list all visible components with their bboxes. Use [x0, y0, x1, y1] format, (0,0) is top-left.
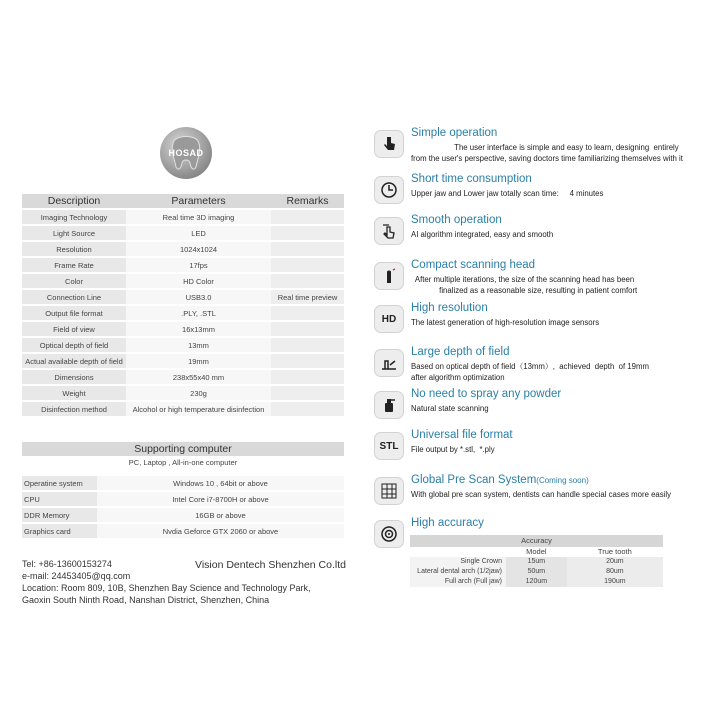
accuracy-row [410, 577, 663, 587]
feature-title [411, 214, 502, 226]
contact-location-line2: Gaoxin South Ninth Road, Nanshan District, Shenzhen, China [22, 595, 270, 605]
spec-parameter-cell: HD Color [126, 274, 271, 288]
feature-description [411, 188, 603, 199]
feature-description [411, 361, 649, 383]
spec-parameter-cell: USB3.0 [126, 290, 271, 304]
spec-row [22, 402, 344, 416]
spec-parameter-cell: 19mm [126, 354, 271, 368]
feature-description-line: Based on optical depth of field（13mm）, achieved depth of 19mm [411, 362, 649, 371]
spec-remark-cell [271, 402, 344, 416]
feature-description-line: finalized as a reasonable size, resulting in patient comfort [411, 286, 638, 295]
spec-header-parameters: Parameters [126, 194, 271, 208]
feature-title [411, 302, 488, 314]
feature-description [411, 142, 683, 164]
spec-parameter-cell: 17fps [126, 258, 271, 272]
spec-row [22, 354, 344, 368]
accuracy-true-tooth-value: 80um [567, 567, 663, 577]
computer-row [22, 476, 344, 490]
contact-tel: Tel: +86-13600153274 [22, 559, 112, 569]
spec-row [22, 258, 344, 272]
spec-description-cell: Weight [22, 386, 126, 400]
spec-description-cell: Frame Rate [22, 258, 126, 272]
feature-title [411, 474, 589, 486]
supporting-computer-subtitle: PC, Laptop , All-in-one computer [128, 458, 238, 467]
hd-icon: HD [374, 305, 404, 333]
spec-row [22, 338, 344, 352]
spec-parameter-cell: 1024x1024 [126, 242, 271, 256]
spec-parameter-cell: LED [126, 226, 271, 240]
scanner-head-icon [374, 262, 404, 290]
feature-description-line: Upper jaw and Lower jaw totally scan time: 4 minutes [411, 189, 604, 198]
feature-description [411, 444, 495, 455]
spec-parameter-cell: 13mm [126, 338, 271, 352]
logo-text: HOSAD [168, 148, 204, 158]
feature-title-note: (Coming soon) [536, 476, 589, 485]
target-icon [374, 520, 404, 548]
spec-description-cell: Field of view [22, 322, 126, 336]
computer-row [22, 524, 344, 538]
touch-swipe-icon [374, 217, 404, 245]
spec-description-cell: Disinfection method [22, 402, 126, 416]
feature-title-text: Large depth of field [411, 346, 510, 358]
accuracy-header-true-tooth: True tooth [597, 547, 632, 556]
hand-tap-icon [374, 130, 404, 158]
spec-row [22, 290, 344, 304]
stl-icon: STL [374, 432, 404, 460]
spec-description-cell: Connection Line [22, 290, 126, 304]
feature-title-text: High resolution [411, 302, 488, 314]
spec-row [22, 386, 344, 400]
feature-description-line: AI algorithm integrated, easy and smooth [411, 230, 554, 239]
spec-description-cell: Imaging Technology [22, 210, 126, 224]
computer-item-cell: CPU [22, 492, 97, 506]
feature-title-text: Global Pre Scan System [411, 474, 537, 486]
feature-title-text: Compact scanning head [411, 259, 536, 271]
feature-description-line: The latest generation of high-resolution image sensors [411, 318, 600, 327]
accuracy-title: Accuracy [410, 535, 663, 547]
computer-requirement-cell: 16GB or above [97, 508, 344, 522]
feature-description-line: With global pre scan system, dentists can handle special cases more easily [411, 490, 672, 499]
spec-row [22, 370, 344, 384]
feature-description [411, 403, 489, 414]
feature-description-line: after algorithm optimization [411, 373, 505, 382]
computer-requirement-cell: Nvdia Geforce GTX 2060 or above [97, 524, 344, 538]
accuracy-model-value: 15um [506, 557, 567, 567]
feature-description-line: from the user's perspective, saving doctors time familiarizing themselves with it [411, 154, 683, 163]
supporting-computer-title: Supporting computer [22, 442, 344, 456]
spec-header-remarks: Remarks [271, 194, 344, 208]
computer-requirement-cell: Intel Core i7-8700H or above [97, 492, 344, 506]
accuracy-title-row [410, 535, 663, 547]
feature-description-line: The user interface is simple and easy to learn, designing entirely [411, 143, 679, 152]
feature-description [411, 489, 671, 500]
accuracy-row [410, 557, 663, 567]
feature-description-line: Natural state scanning [411, 404, 489, 413]
feature-title [411, 429, 513, 441]
contact-location-line1: Location: Room 809, 10B, Shenzhen Bay Science and Technology Park, [22, 583, 311, 593]
accuracy-row-label: Single Crown [410, 557, 506, 567]
spec-remark-cell [271, 226, 344, 240]
spec-remark-cell [271, 210, 344, 224]
spec-header-description: Description [22, 194, 126, 208]
company-name: Vision Dentech Shenzhen Co.ltd [195, 559, 346, 571]
brand-logo [160, 127, 212, 179]
depth-field-icon [374, 349, 404, 377]
feature-title-text: Short time consumption [411, 173, 532, 185]
feature-description-line: File output by *.stl, *.ply [411, 445, 495, 454]
accuracy-header-row [410, 547, 663, 557]
computer-row [22, 492, 344, 506]
spec-header-row [22, 194, 344, 208]
spec-parameter-cell: 16x13mm [126, 322, 271, 336]
spec-description-cell: Color [22, 274, 126, 288]
computer-requirement-cell: Windows 10 , 64bit or above [97, 476, 344, 490]
feature-description [411, 274, 637, 296]
clock-icon [374, 176, 404, 204]
accuracy-true-tooth-value: 20um [567, 557, 663, 567]
spec-parameter-cell: .PLY, .STL [126, 306, 271, 320]
spec-remark-cell: Real time preview [271, 290, 344, 304]
spray-bottle-icon [374, 391, 404, 419]
computer-requirements-table [22, 474, 344, 540]
spec-remark-cell [271, 338, 344, 352]
spec-description-cell: Light Source [22, 226, 126, 240]
spec-description-cell: Output file format [22, 306, 126, 320]
computer-table-body [22, 476, 344, 538]
spec-parameter-cell: Alcohol or high temperature disinfection [126, 402, 271, 416]
spec-remark-cell [271, 322, 344, 336]
specification-table [22, 192, 344, 418]
feature-title-text: High accuracy [411, 517, 484, 529]
feature-title-text: Simple operation [411, 127, 498, 139]
spec-row [22, 226, 344, 240]
spec-remark-cell [271, 370, 344, 384]
spec-remark-cell [271, 306, 344, 320]
spec-parameter-cell: 230g [126, 386, 271, 400]
feature-title-text: Smooth operation [411, 214, 502, 226]
spec-description-cell: Optical depth of field [22, 338, 126, 352]
accuracy-model-value: 120um [506, 577, 567, 587]
spec-remark-cell [271, 242, 344, 256]
spec-row [22, 210, 344, 224]
computer-item-cell: Graphics card [22, 524, 97, 538]
feature-title [411, 127, 497, 139]
spec-parameter-cell: Real time 3D imaging [126, 210, 271, 224]
feature-title [411, 388, 561, 400]
accuracy-header-blank [410, 547, 506, 557]
feature-title [411, 173, 532, 185]
spec-remark-cell [271, 386, 344, 400]
spec-row [22, 322, 344, 336]
accuracy-row-label: Full arch (Full jaw) [410, 577, 506, 587]
feature-title [411, 517, 484, 529]
accuracy-header-model: Model [526, 547, 547, 556]
accuracy-table [410, 535, 663, 587]
spec-row [22, 274, 344, 288]
feature-title [411, 259, 535, 271]
accuracy-row-label: Lateral dental arch (1/2jaw) [410, 567, 506, 577]
spec-description-cell: Resolution [22, 242, 126, 256]
feature-description-line: After multiple iterations, the size of the scanning head has been [411, 275, 635, 284]
contact-email: e-mail: 24453405@qq.com [22, 571, 131, 581]
spec-description-cell: Dimensions [22, 370, 126, 384]
computer-item-cell: Operatine system [22, 476, 97, 490]
feature-title-text: No need to spray any powder [411, 388, 562, 400]
spec-table-body [22, 210, 344, 416]
spec-remark-cell [271, 274, 344, 288]
spec-remark-cell [271, 354, 344, 368]
computer-row [22, 508, 344, 522]
spec-row [22, 306, 344, 320]
spec-remark-cell [271, 258, 344, 272]
accuracy-row [410, 567, 663, 577]
feature-title [411, 346, 509, 358]
feature-description [411, 229, 553, 240]
spec-description-cell: Actual available depth of field [22, 354, 126, 368]
computer-item-cell: DDR Memory [22, 508, 97, 522]
grid-scan-icon [374, 477, 404, 505]
spec-parameter-cell: 238x55x40 mm [126, 370, 271, 384]
accuracy-model-value: 50um [506, 567, 567, 577]
feature-description [411, 317, 599, 328]
accuracy-true-tooth-value: 190um [567, 577, 663, 587]
spec-row [22, 242, 344, 256]
feature-title-text: Universal file format [411, 429, 513, 441]
